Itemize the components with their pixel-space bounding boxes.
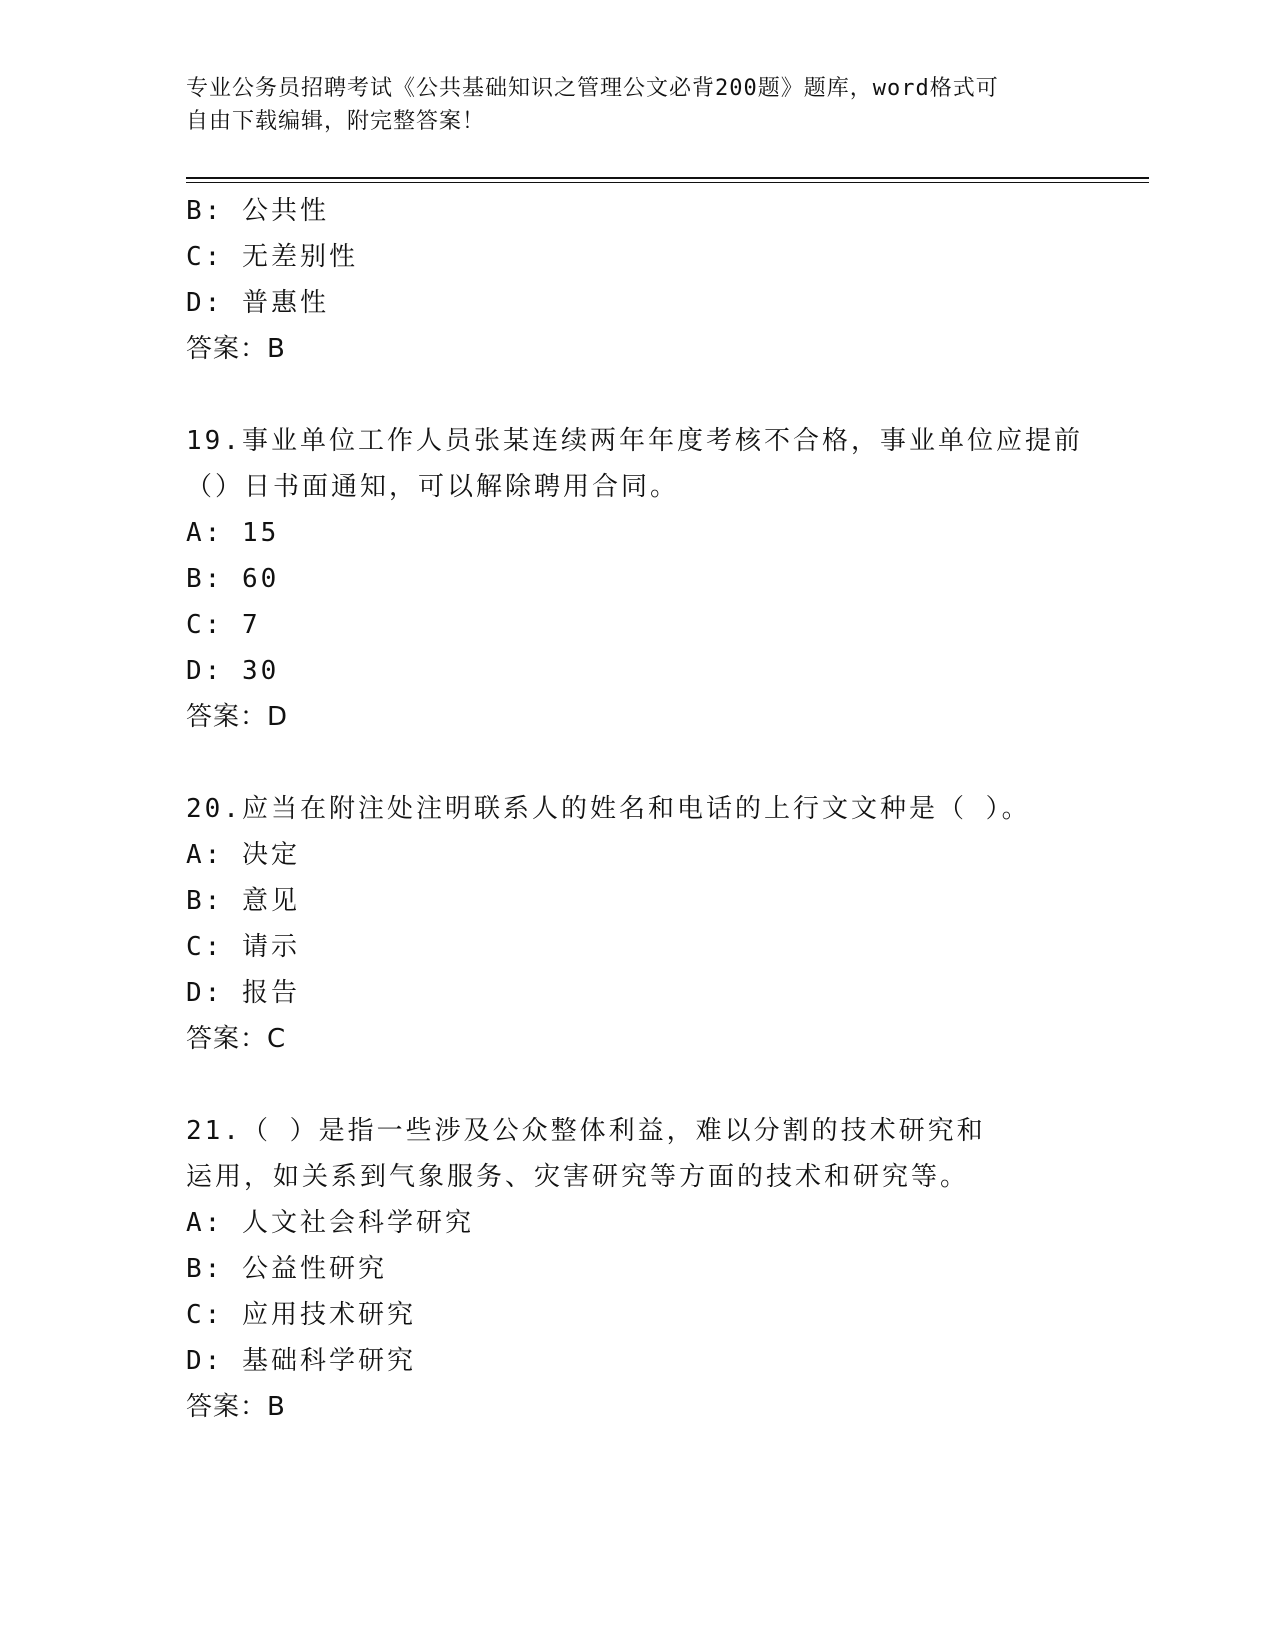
option-d: D: 普惠性 — [186, 288, 329, 318]
spacer — [186, 1062, 1086, 1108]
document-header — [186, 72, 1086, 138]
question-stem-line: （）日书面通知，可以解除聘用合同。 — [186, 472, 680, 502]
question-stem-line: 21.（ ）是指一些涉及公众整体利益，难以分割的技术研究和 — [186, 1116, 986, 1146]
question-19 — [186, 418, 1086, 740]
option-b: B: 60 — [186, 564, 280, 594]
question-stem-line: 运用，如关系到气象服务、灾害研究等方面的技术和研究等。 — [186, 1162, 970, 1192]
answer-line: 答案：B — [186, 1392, 286, 1422]
option-b: B: 公共性 — [186, 196, 329, 226]
option-d: D: 30 — [186, 656, 280, 686]
answer-line: 答案：C — [186, 1024, 287, 1054]
header-divider-thin — [186, 182, 1149, 183]
option-d: D: 基础科学研究 — [186, 1346, 416, 1376]
option-a: A: 人文社会科学研究 — [186, 1208, 474, 1238]
question-18-tail — [186, 188, 1086, 372]
option-a: A: 15 — [186, 518, 280, 548]
option-c: C: 请示 — [186, 932, 300, 962]
option-d: D: 报告 — [186, 978, 300, 1008]
spacer — [186, 740, 1086, 786]
question-20 — [186, 786, 1086, 1062]
header-line-2: 自由下载编辑，附完整答案！ — [186, 109, 486, 134]
option-c: C: 7 — [186, 610, 261, 640]
option-b: B: 意见 — [186, 886, 300, 916]
option-c: C: 应用技术研究 — [186, 1300, 416, 1330]
question-stem-line: 19.事业单位工作人员张某连续两年年度考核不合格，事业单位应提前 — [186, 426, 1083, 456]
option-c: C: 无差别性 — [186, 242, 358, 272]
question-content — [186, 188, 1086, 1430]
header-line-1: 专业公务员招聘考试《公共基础知识之管理公文必背200题》题库，word格式可 — [186, 76, 999, 101]
option-a: A: 决定 — [186, 840, 300, 870]
answer-line: 答案：B — [186, 334, 286, 364]
question-21 — [186, 1108, 1086, 1430]
option-b: B: 公益性研究 — [186, 1254, 387, 1284]
header-divider-thick — [186, 177, 1149, 179]
question-stem-line: 20.应当在附注处注明联系人的姓名和电话的上行文文种是（ ）。 — [186, 794, 1031, 824]
answer-line: 答案：D — [186, 702, 289, 732]
spacer — [186, 372, 1086, 418]
